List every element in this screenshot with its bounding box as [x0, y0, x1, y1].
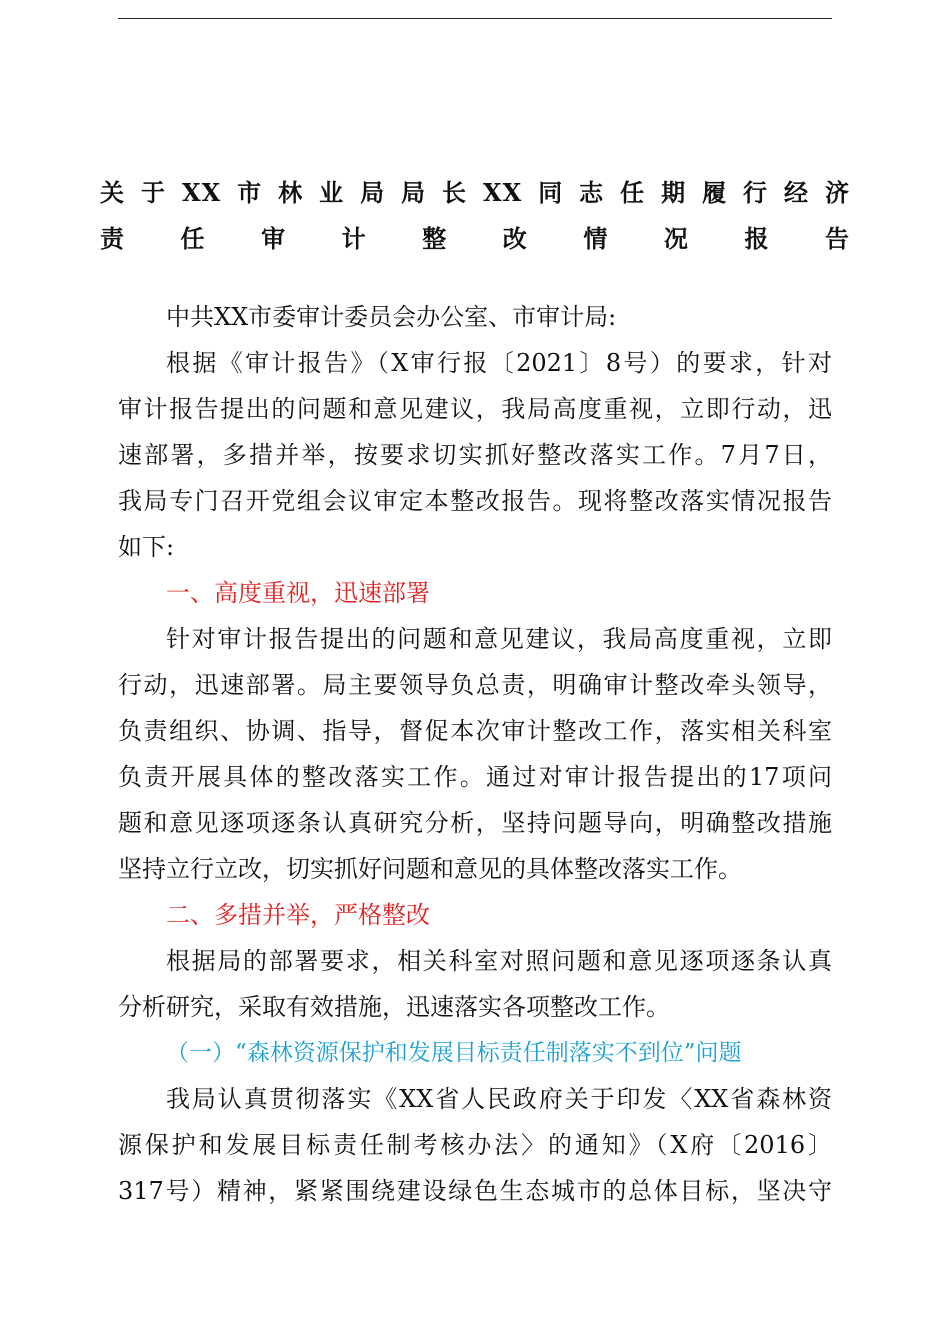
intro-line: 审计报告提出的问题和意见建议，我局高度重视，立即行动，迅: [118, 395, 832, 423]
section-2-line: 根据局的部署要求，相关科室对照问题和意见逐项逐条认真: [166, 947, 832, 975]
section-2-line: 分析研究，采取有效措施，迅速落实各项整改工作。: [118, 993, 670, 1021]
header-rule: [118, 18, 832, 19]
section-1-line: 坚持立行立改，切实抓好问题和意见的具体整改落实工作。: [118, 855, 742, 883]
subsection-1-line: 我局认真贯彻落实《XX省人民政府关于印发〈XX省森林资: [166, 1085, 832, 1113]
section-1-line: 题和意见逐项逐条认真研究分析，坚持问题导向，明确整改措施: [118, 809, 832, 837]
section-1-line: 针对审计报告提出的问题和意见建议，我局高度重视，立即: [166, 625, 832, 653]
title-line-1: 关于XX市林业局局长XX同志任期履行经济: [100, 178, 850, 207]
intro-line: 我局专门召开党组会议审定本整改报告。现将整改落实情况报告: [118, 487, 832, 515]
title-line-2: 责任审计整改情况报告: [100, 224, 850, 253]
intro-line: 速部署，多措并举，按要求切实抓好整改落实工作。7月7日，: [118, 441, 832, 469]
addressee: 中共XX市委审计委员会办公室、市审计局:: [166, 303, 617, 331]
section-1-line: 负责组织、协调、指导，督促本次审计整改工作，落实相关科室: [118, 717, 832, 745]
intro-line: 根据《审计报告》（X审行报〔2021〕8号）的要求，针对: [166, 349, 832, 377]
section-1-line: 负责开展具体的整改落实工作。通过对审计报告提出的17项问: [118, 763, 832, 791]
subsection-1-line: 317号）精神，紧紧围绕建设绿色生态城市的总体目标，坚决守: [118, 1177, 832, 1205]
intro-line: 如下:: [118, 533, 175, 561]
document-body: [118, 294, 832, 1214]
section-1-heading: 一、高度重视，迅速部署: [166, 579, 430, 607]
section-1-line: 行动，迅速部署。局主要领导负总责，明确审计整改牵头领导，: [118, 671, 832, 699]
document-title: [100, 170, 850, 262]
subsection-1-heading: （一）“森林资源保护和发展目标责任制落实不到位”问题: [166, 1040, 742, 1066]
subsection-1-line: 源保护和发展目标责任制考核办法〉的通知》（X府〔2016〕: [118, 1131, 832, 1159]
section-2-heading: 二、多措并举，严格整改: [166, 901, 430, 929]
